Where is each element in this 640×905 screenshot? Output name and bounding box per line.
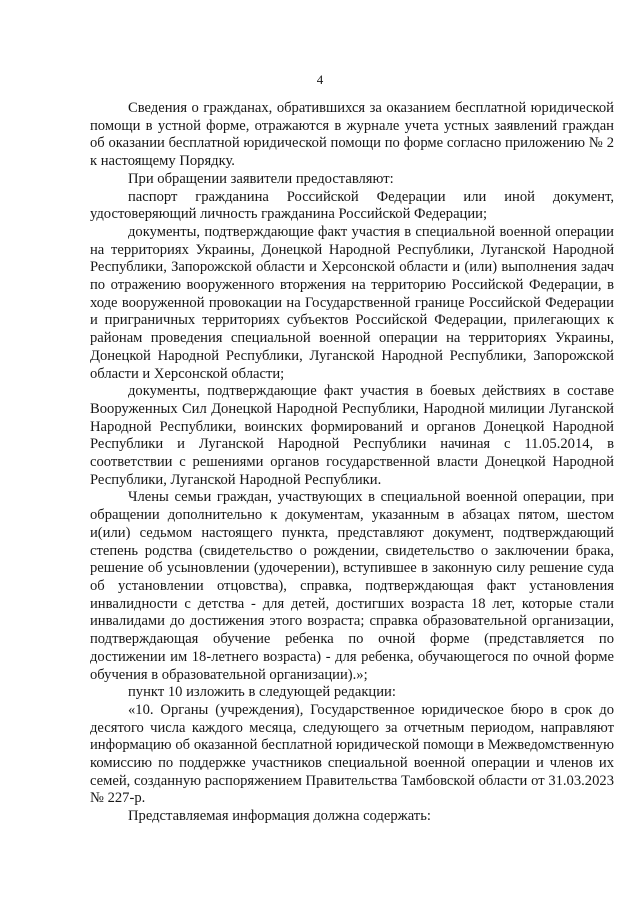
paragraph-item-10-intro: пункт 10 изложить в следующей редакции:: [128, 684, 396, 701]
paragraph-passport: паспорт гражданина Российской Федерации или иной документ, удостоверяющий личность гражданина Российской Федерации;: [90, 188, 614, 223]
paragraph-item-10: «10. Органы (учреждения), Государственное юридическое бюро в срок до десятого числа каждого месяца, следующего за отчетным периодом, направляют информацию об оказанной бесплатной юридической помощи в Межведомственную комиссию по поддержке участников специальной военной операции и членов их семей, созданную распоряжением Правительства Тамбовской области от 31.03.2023 № 227-р.: [90, 701, 614, 807]
paragraph-applicants-provide: При обращении заявители предоставляют:: [128, 170, 394, 187]
page-number: 4: [316, 72, 324, 87]
paragraph-svo-documents: документы, подтверждающие факт участия в специальной военной операции на территориях Украины, Донецкой Народной Республики, Луганской Народной Республики, Запорожской области и Херсонской области и (или) выполнения задач по отражению вооруженного вторжения на территорию Российской Федерации, в ходе вооруженной провокации на Государственной границе Российской Федерации и приграничных территориях субъектов Российской Федерации, прилегающих к районам проведения специальной военной операции на территориях Украины, Донецкой Народной Республики, Луганской Народной Республики, Запорожской области и Херсонской области;: [90, 223, 614, 382]
paragraph-combat-documents: документы, подтверждающие факт участия в боевых действиях в составе Вооруженных Сил Донецкой Народной Республики, Народной милиции Луганской Народной Республики, воинских формирований и органов Донецкой Народной Республики и Луганской Народной Республики начиная с 11.05.2014, в соответствии с решениями органов государственной власти Донецкой Народной Республики, Луганской Народной Республики.: [90, 383, 614, 488]
document-body: [90, 100, 614, 826]
paragraph-family-members: Члены семьи граждан, участвующих в специальной военной операции, при обращении дополнительно к документам, указанным в абзацах пятом, шестом и(или) седьмом настоящего пункта, представляют документ, подтверждающий степень родства (свидетельство о рождении, свидетельство о заключении брака, решение об усыновлении (удочерении), вступившее в законную силу решение суда об установлении отцовства), справка, подтверждающая факт установления инвалидности с детства - для детей, достигших возраста 18 лет, которые стали инвалидами до достижения этого возраста; справка образовательной организации, подтверждающая обучение ребенка по очной форме (представляется по достижении им 18-летнего возраста) - для ребенка, обучающегося по очной форме обучения в образовательной организации).»;: [90, 489, 614, 683]
paragraph-info-contents: Представляемая информация должна содержать:: [128, 808, 431, 825]
paragraph-oral-requests: Сведения о гражданах, обратившихся за оказанием бесплатной юридической помощи в устной форме, отражаются в журнале учета устных заявлений граждан об оказании бесплатной юридической помощи по форме согласно приложению № 2 к настоящему Порядку.: [90, 100, 614, 170]
